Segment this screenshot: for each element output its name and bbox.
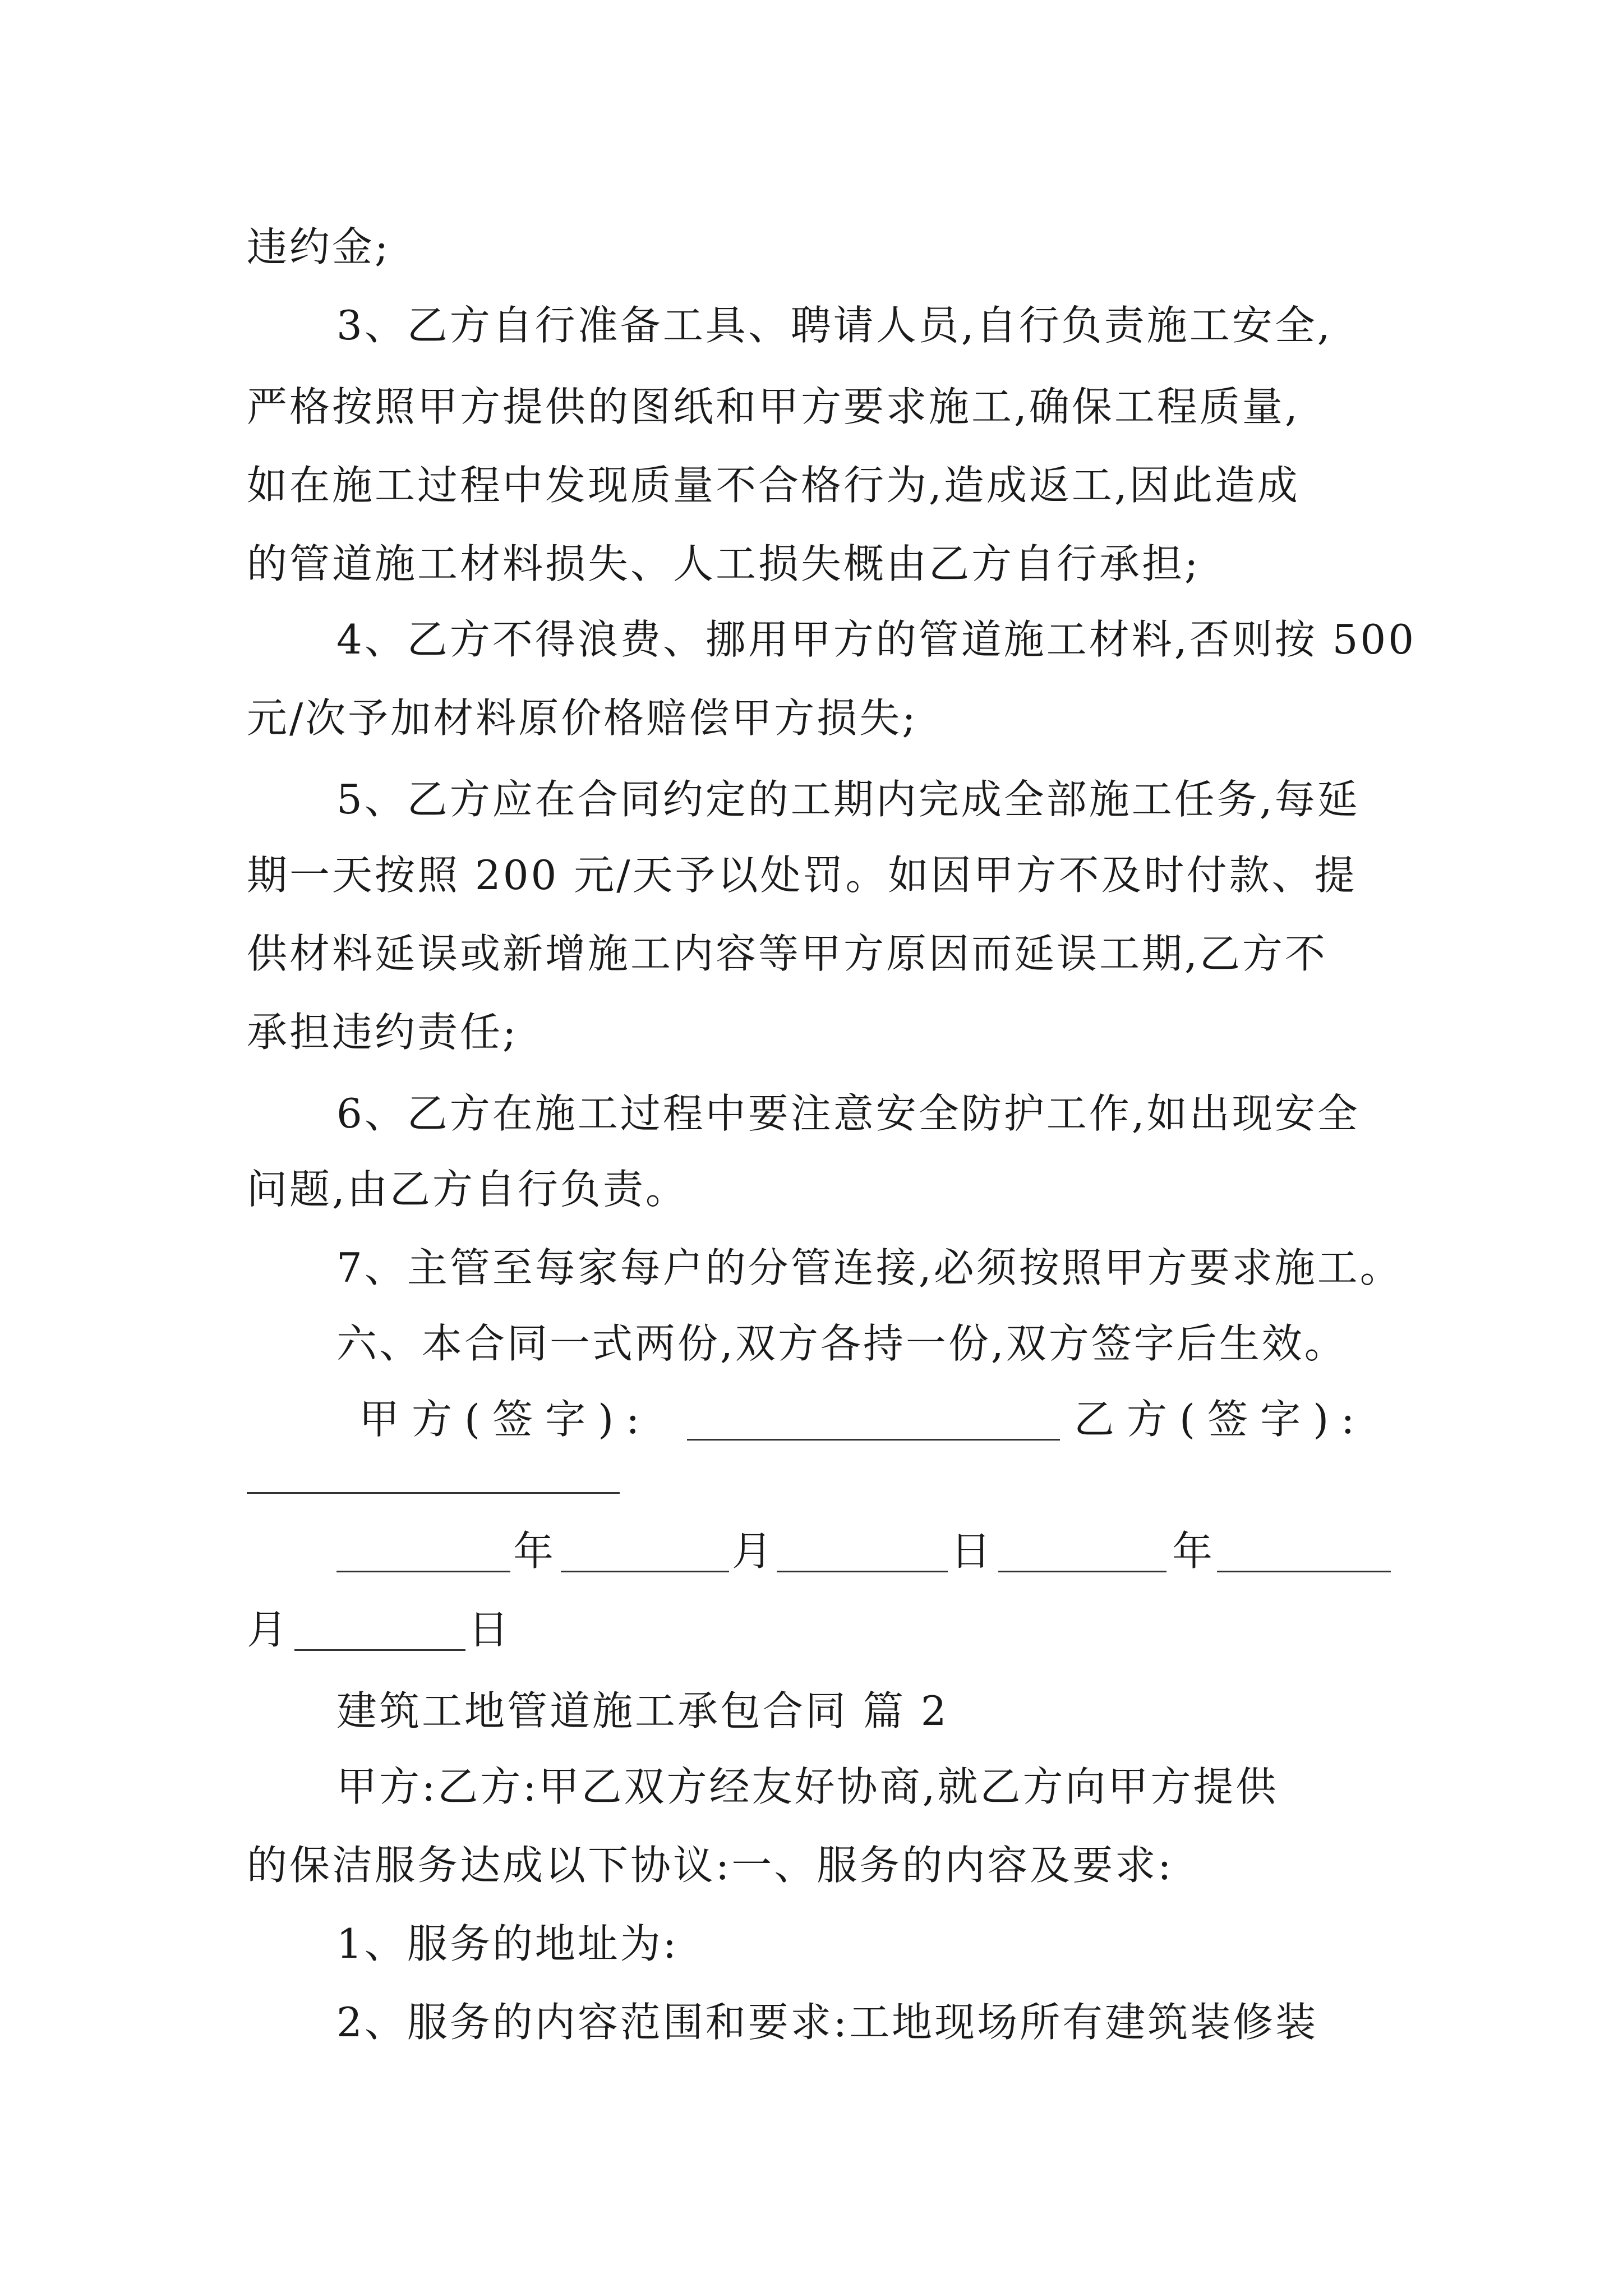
clause-3-line-4: 的管道施工材料损失、人工损失概由乙方自行承担; [247, 540, 1201, 587]
section-2-line-3: 1、服务的地址为: [336, 1920, 679, 1967]
party-a-year-blank [336, 1571, 510, 1572]
party-b-day-blank [294, 1649, 465, 1651]
party-b-signature-label: 乙方(签字): [1074, 1396, 1367, 1443]
party-b-month-label: 月 [247, 1606, 290, 1653]
section-2-line-1: 甲方:乙方:甲乙双方经友好协商,就乙方向甲方提供 [336, 1763, 1279, 1810]
clause-7-line: 7、主管至每家每户的分管连接,必须按照甲方要求施工。 [336, 1244, 1403, 1291]
party-a-signature-label: 甲方(签字): [359, 1396, 652, 1443]
party-a-day-blank [777, 1571, 948, 1572]
party-a-signature-line [687, 1439, 1060, 1441]
clause-3-line-2: 严格按照甲方提供的图纸和甲方要求施工,确保工程质量, [247, 383, 1300, 430]
party-a-day-label: 日 [951, 1527, 994, 1575]
party-b-day-label: 日 [468, 1606, 511, 1653]
section-2-line-4: 2、服务的内容范围和要求:工地现场所有建筑装修装 [336, 1999, 1318, 2046]
clause-six-line: 六、本合同一式两份,双方各持一份,双方签字后生效。 [336, 1320, 1347, 1367]
party-b-signature-line [247, 1492, 620, 1494]
clause-4-line-2: 元/次予加材料原价格赔偿甲方损失; [247, 694, 918, 742]
party-a-month-label: 月 [732, 1527, 775, 1575]
clause-3-line-3: 如在施工过程中发现质量不合格行为,造成返工,因此造成 [247, 462, 1300, 509]
clause-6-line-1: 6、乙方在施工过程中要注意安全防护工作,如出现安全 [336, 1090, 1360, 1137]
party-b-month-blank [1217, 1571, 1391, 1572]
clause-5-line-4: 承担违约责任; [247, 1009, 519, 1056]
clause-5-line-2: 期一天按照 200 元/天予以处罚。如因甲方不及时付款、提 [247, 852, 1357, 899]
paragraph-line: 违约金; [247, 223, 391, 270]
clause-5-line-1: 5、乙方应在合同约定的工期内完成全部施工任务,每延 [336, 776, 1360, 823]
clause-5-line-3: 供材料延误或新增施工内容等甲方原因而延误工期,乙方不 [247, 930, 1327, 977]
clause-6-line-2: 问题,由乙方自行负责。 [247, 1166, 688, 1213]
party-a-month-blank [561, 1571, 729, 1572]
section-2-line-2: 的保洁服务达成以下协议:一、服务的内容及要求: [247, 1842, 1174, 1889]
section-2-title: 建筑工地管道施工承包合同 篇 2 [336, 1687, 949, 1734]
clause-4-line-1: 4、乙方不得浪费、挪用甲方的管道施工材料,否则按 500 [336, 616, 1417, 663]
party-b-year-blank [998, 1571, 1166, 1572]
clause-3-line-1: 3、乙方自行准备工具、聘请人员,自行负责施工安全, [336, 302, 1332, 349]
party-b-year-label: 年 [1172, 1527, 1215, 1575]
party-a-year-label: 年 [513, 1527, 556, 1575]
